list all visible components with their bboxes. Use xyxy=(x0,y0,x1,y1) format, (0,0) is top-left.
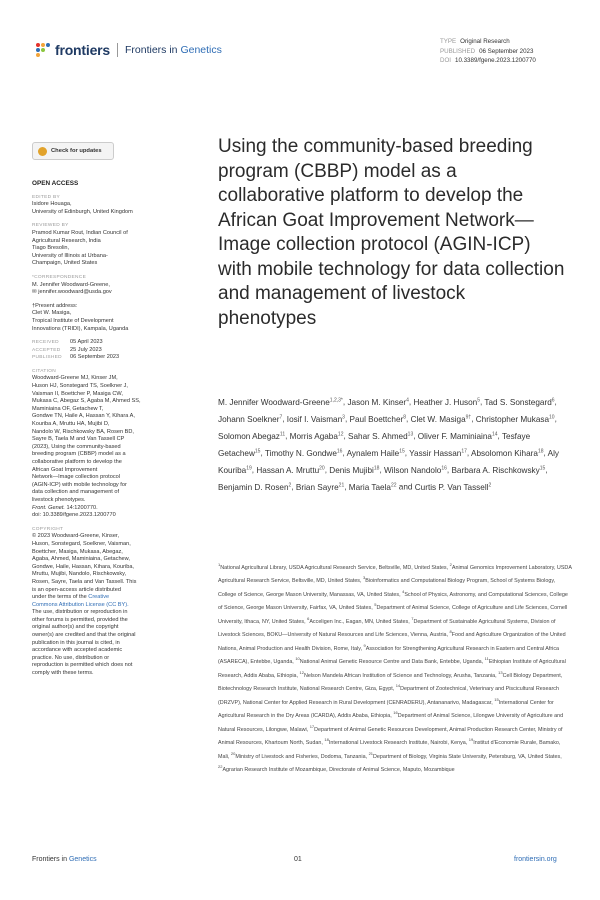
accepted-date: ACCEPTED 25 July 2023 xyxy=(32,346,102,353)
author-name[interactable]: Denis Mujibi$^{18}$ xyxy=(329,465,380,475)
affiliations xyxy=(218,560,573,776)
author-name[interactable]: Wilson Nandolo$^{16}$ xyxy=(384,465,447,475)
article-title: Using the community-based breeding program (CBBP) model as a collaborative platform to develop the African Goat Improvement Network—Image collection protocol (AGIN-ICP) with mobile technology for data collection and management of livestock phenotypes xyxy=(218,136,565,329)
dates-section xyxy=(32,339,172,362)
author-list: M. Jennifer Woodward-Greene$^{1,2,3*}$, Jason M. Kinser$^4$, Heather J. Huson$^5$, Tad S. Sonstegard$^6$, Johann Soelkner$^7$, Iosif I. Vaisman$^3$, Paul Boettcher$^8$, Clet W. Masiga$^{9\dagger}$, Christopher Mukasa$^{10}$, Solomon Abegaz$^{11}$, Morris Agaba$^{12}$, Sahar S. Ahmed$^{13}$, Oliver F. Maminiaina$^{14}$, Tesfaye Getachew$^{15}$, Timothy N. Gondwe$^{16}$, Aynalem Haile$^{15}$, Yassir Hassan$^{17}$, Absolomon Kihara$^{18}$, Aly Kouriba$^{19}$, Hassan A. Mruttu$^{20}$, Denis Mujibi$^{18}$, Wilson Nandolo$^{16}$, Barbara A. Rischkowsky$^{15}$, Benjamin D. Rosen$^2$, Brian Sayre$^{21}$, Maria Taela$^{22}$ and Curtis P. Van Tassell$^2$ xyxy=(218,397,559,492)
sidebar-info xyxy=(32,180,172,684)
affiliation-item: $^{11}$Ethiopian Institute of Agricultural Research, Addis Ababa, Ethiopia, xyxy=(218,656,566,679)
affiliation-item: $^{13}$Cell Biology Department, Biotechnology Research Institute, National Research Centre, Giza, Egypt, xyxy=(218,670,563,693)
received-date: RECEIVED 05 April 2023 xyxy=(32,339,103,346)
author-name[interactable]: Heather J. Huson$^5$ xyxy=(413,397,480,407)
author-name[interactable]: Yassir Hassan$^{17}$ xyxy=(409,448,467,458)
author-name[interactable]: Tad S. Sonstegard$^6$ xyxy=(484,397,555,407)
author-name[interactable]: Barbara A. Rischkowsky$^{15}$ xyxy=(451,465,546,475)
affiliation-item: $^{17}$Department of Animal Genetic Resources Development, Animal Production Research Center, Ministry of Animal Resources, Khartoum North, Sudan, xyxy=(218,724,563,747)
affiliation-item: $^6$Acceligen Inc., Eagan, MN, United States, xyxy=(307,616,410,625)
logo-divider xyxy=(117,43,118,57)
meta-published: PUBLISHED 06 September 2023 xyxy=(440,47,534,55)
citation-doi-link[interactable]: doi: 10.3389/fgene.2023.1200770 xyxy=(32,512,116,519)
author-name[interactable]: M. Jennifer Woodward-Greene$^{1,2,3*}$ xyxy=(218,397,343,407)
author-name[interactable]: Paul Boettcher$^8$ xyxy=(349,414,407,424)
meta-type: TYPE Original Research xyxy=(440,38,510,45)
affiliation-item: $^{14}$Department of Zootechnical, Veterinary and Piscicultural Research (DRZVP), National Center for Applied Research in Rural Development (CENRADERU), Antananarivo, Madagascar, xyxy=(218,683,559,706)
affiliation-item: $^{21}$Department of Biology, Virginia State University, Petersburg, VA, United States, xyxy=(368,751,562,760)
author-name[interactable]: Maria Taela$^{22}$ xyxy=(348,482,397,492)
check-for-updates-button[interactable]: Check for updates xyxy=(32,142,114,160)
author-name[interactable]: Tesfaye Getachew$^{15}$ xyxy=(218,431,531,458)
affiliation-item: $^2$Animal Genomics Improvement Laboratory, USDA Agricultural Research Service, Beltsville, MD, United States, xyxy=(218,562,572,585)
cc-by-license-link[interactable]: Creative Commons Attribution License (CC BY). xyxy=(32,594,129,608)
reviewed-by-section: REVIEWED BY Pramod Kumar Rout, Indian Council of Agricultural Research, India Tiago Bresolin, University of Illinois at Urbana- Champaign, United States xyxy=(32,223,128,267)
author-name[interactable]: Clet W. Masiga$^{9\dagger}$ xyxy=(410,414,472,424)
author-name[interactable]: Brian Sayre$^{21}$ xyxy=(295,482,345,492)
affiliation-item: $^{10}$National Animal Genetic Resource Centre and Data Bank, Entebbe, Uganda, xyxy=(295,656,484,666)
journal-name: Frontiers in Genetics xyxy=(125,44,222,56)
present-address: †Present address: Clet W. Masiga, Tropical Institute of Development Innovations (TRIDI), Kampala, Uganda xyxy=(32,302,129,332)
article-meta xyxy=(440,37,536,66)
author-name[interactable]: Absolomon Kihara$^{18}$ xyxy=(471,448,544,458)
copyright-section: COPYRIGHT © 2023 Woodward-Greene, Kinser, Huson, Sonstegard, Soelkner, Vaisman, Boettcher, Masiga, Mukasa, Abegaz, Agaba, Ahmed, Maminiaina, Getachew, Gondwe, Haile, Hassan, Kihara, Kouriba, Mruttu, Mujibi, Nandolo, Rischkowsky, Rosen, Sayre, Taela and Van Tassell. This is an open-access article distributed under the terms of the Creative Commons Attribution License (CC BY). The use, distribution or reproduction in other forums is permitted, provided the original author(s) and the copyright owner(s) are credited and that the original publication in this journal is cited, in accordance with accepted academic practice. No use, distribution or reproduction is permitted which does not comply with these terms. xyxy=(32,526,137,677)
frontiers-logo-icon xyxy=(36,43,50,57)
author-name[interactable]: Aly Kouriba$^{19}$ xyxy=(218,448,559,475)
author-name[interactable]: Hassan A. Mruttu$^{20}$ xyxy=(256,465,325,475)
correspondence-email[interactable]: M. Jennifer Woodward-Greene, ✉ jennifer.woodward@usda.gov xyxy=(32,281,112,296)
affiliation-item: $^{16}$Department of Animal Science, Lilongwe University of Agriculture and Natural Resources, Lilongwe, Malawi, xyxy=(218,710,564,733)
edited-by-section: EDITED BY Isidore Houaga, University of Edinburgh, United Kingdom xyxy=(32,194,133,215)
author-name[interactable]: Aynalem Haile$^{15}$ xyxy=(346,448,405,458)
affiliation-item: $^9$Association for Strengthening Agricultural Research in Eastern and Central Africa (ASARECA), Entebbe, Uganda, xyxy=(218,643,560,666)
page-number: 01 xyxy=(294,856,302,863)
author-name[interactable]: Solomon Abegaz$^{11}$ xyxy=(218,431,286,441)
correspondence-section: *CORRESPONDENCE M. Jennifer Woodward-Greene, ✉ jennifer.woodward@usda.gov xyxy=(32,274,172,297)
author-name[interactable]: Benjamin D. Rosen$^2$ xyxy=(218,482,292,492)
citation-section: CITATION Woodward-Greene MJ, Kinser JM, Huson HJ, Sonstegard TS, Soelkner J, Vaisman II, Boettcher P, Masiga CW, Mukasa C, Abegaz S, Agaba M, Ahmed SS, Maminiaina OF, Getachew T, Gondwe TN, Haile A, Hassan Y, Kihara A, Kouriba A, Mruttu HA, Mujibi D, Nandolo W, Rischkowsky BA, Rosen BD, Sayre B, Taela M and Van Tassell CP (2023), Using the community-based breeding program (CBBP) model as a collaborative platform to develop the African Goat Improvement Network—Image collection protocol (AGIN-ICP) with mobile technology for data collection and management of livestock phenotypes. Front. Genet. 14:1200770. doi: 10.3389/fgene.2023.1200770 xyxy=(32,368,141,519)
affiliation-item: $^5$Department of Animal Science, College of Agriculture and Life Sciences, Cornell University, Ithaca, NY, United States, xyxy=(218,602,568,625)
affiliation-item: $^7$Department of Sustainable Agricultural Systems, Division of Livestock Sciences, BOKU—University of Natural Resources and Life Sciences, Vienna, Austria, xyxy=(218,616,556,639)
affiliation-item: $^{22}$Agrarian Research Institute of Mozambique, Directorate of Animal Science, Maputo, Mozambique xyxy=(218,764,455,774)
affiliation-item: $^1$National Agricultural Library, USDA Agricultural Research Service, Beltsville, MD, United States, xyxy=(218,562,449,571)
author-name[interactable]: Jason M. Kinser$^4$ xyxy=(347,397,409,407)
footer-journal: Frontiers in Genetics xyxy=(32,856,97,863)
author-name[interactable]: Oliver F. Maminiaina$^{14}$ xyxy=(417,431,498,441)
frontiers-logo[interactable] xyxy=(36,42,222,58)
meta-doi: DOI 10.3389/fgene.2023.1200770 xyxy=(440,57,536,64)
author-name[interactable]: Curtis P. Van Tassell$^2$ xyxy=(414,482,492,492)
brand-name: frontiers xyxy=(55,42,110,58)
affiliation-item: $^3$Bioinformatics and Computational Biology Program, School of Systems Biology, College of Science, George Mason University, Manassas, VA, United States, xyxy=(218,575,556,598)
author-name[interactable]: Christopher Mukasa$^{10}$ xyxy=(475,414,555,424)
author-name[interactable]: Johann Soelkner$^7$ xyxy=(218,414,283,424)
author-name[interactable]: Timothy N. Gondwe$^{16}$ xyxy=(264,448,343,458)
affiliation-item: $^8$Food and Agriculture Organization of the United Nations, Animal Production and Health Division, Rome, Italy, xyxy=(218,629,566,652)
author-name[interactable]: Sahar S. Ahmed$^{13}$ xyxy=(348,431,414,441)
affiliation-item: $^4$School of Physics, Astronomy, and Computational Sciences, College of Science, George Mason University, Fairfax, VA, United States, xyxy=(218,589,568,612)
check-updates-icon xyxy=(38,147,47,156)
affiliation-item: $^{18}$International Livestock Research Institute, Nairobi, Kenya, xyxy=(324,737,468,747)
footer-site-link[interactable]: frontiersin.org xyxy=(514,856,557,863)
author-name[interactable]: Morris Agaba$^{12}$ xyxy=(289,431,344,441)
affiliation-item: $^{20}$Ministry of Livestock and Fisheries, Dodoma, Tanzania, xyxy=(230,751,368,760)
open-access-label: OPEN ACCESS xyxy=(32,180,79,187)
affiliation-item: $^{12}$Nelson Mandela African Institution of Science and Technology, Arusha, Tanzania, xyxy=(299,670,497,679)
affiliation-item: $^{19}$Institut d’Economie Rurale, Bamako, Mali, xyxy=(218,737,561,760)
published-date: PUBLISHED 06 September 2023 xyxy=(32,354,120,361)
author-name[interactable]: Iosif I. Vaisman$^3$ xyxy=(286,414,345,424)
affiliation-item: $^{15}$International Center for Agricultural Research in the Dry Areas (ICARDA), Addis Ababa, Ethiopia, xyxy=(218,697,554,720)
